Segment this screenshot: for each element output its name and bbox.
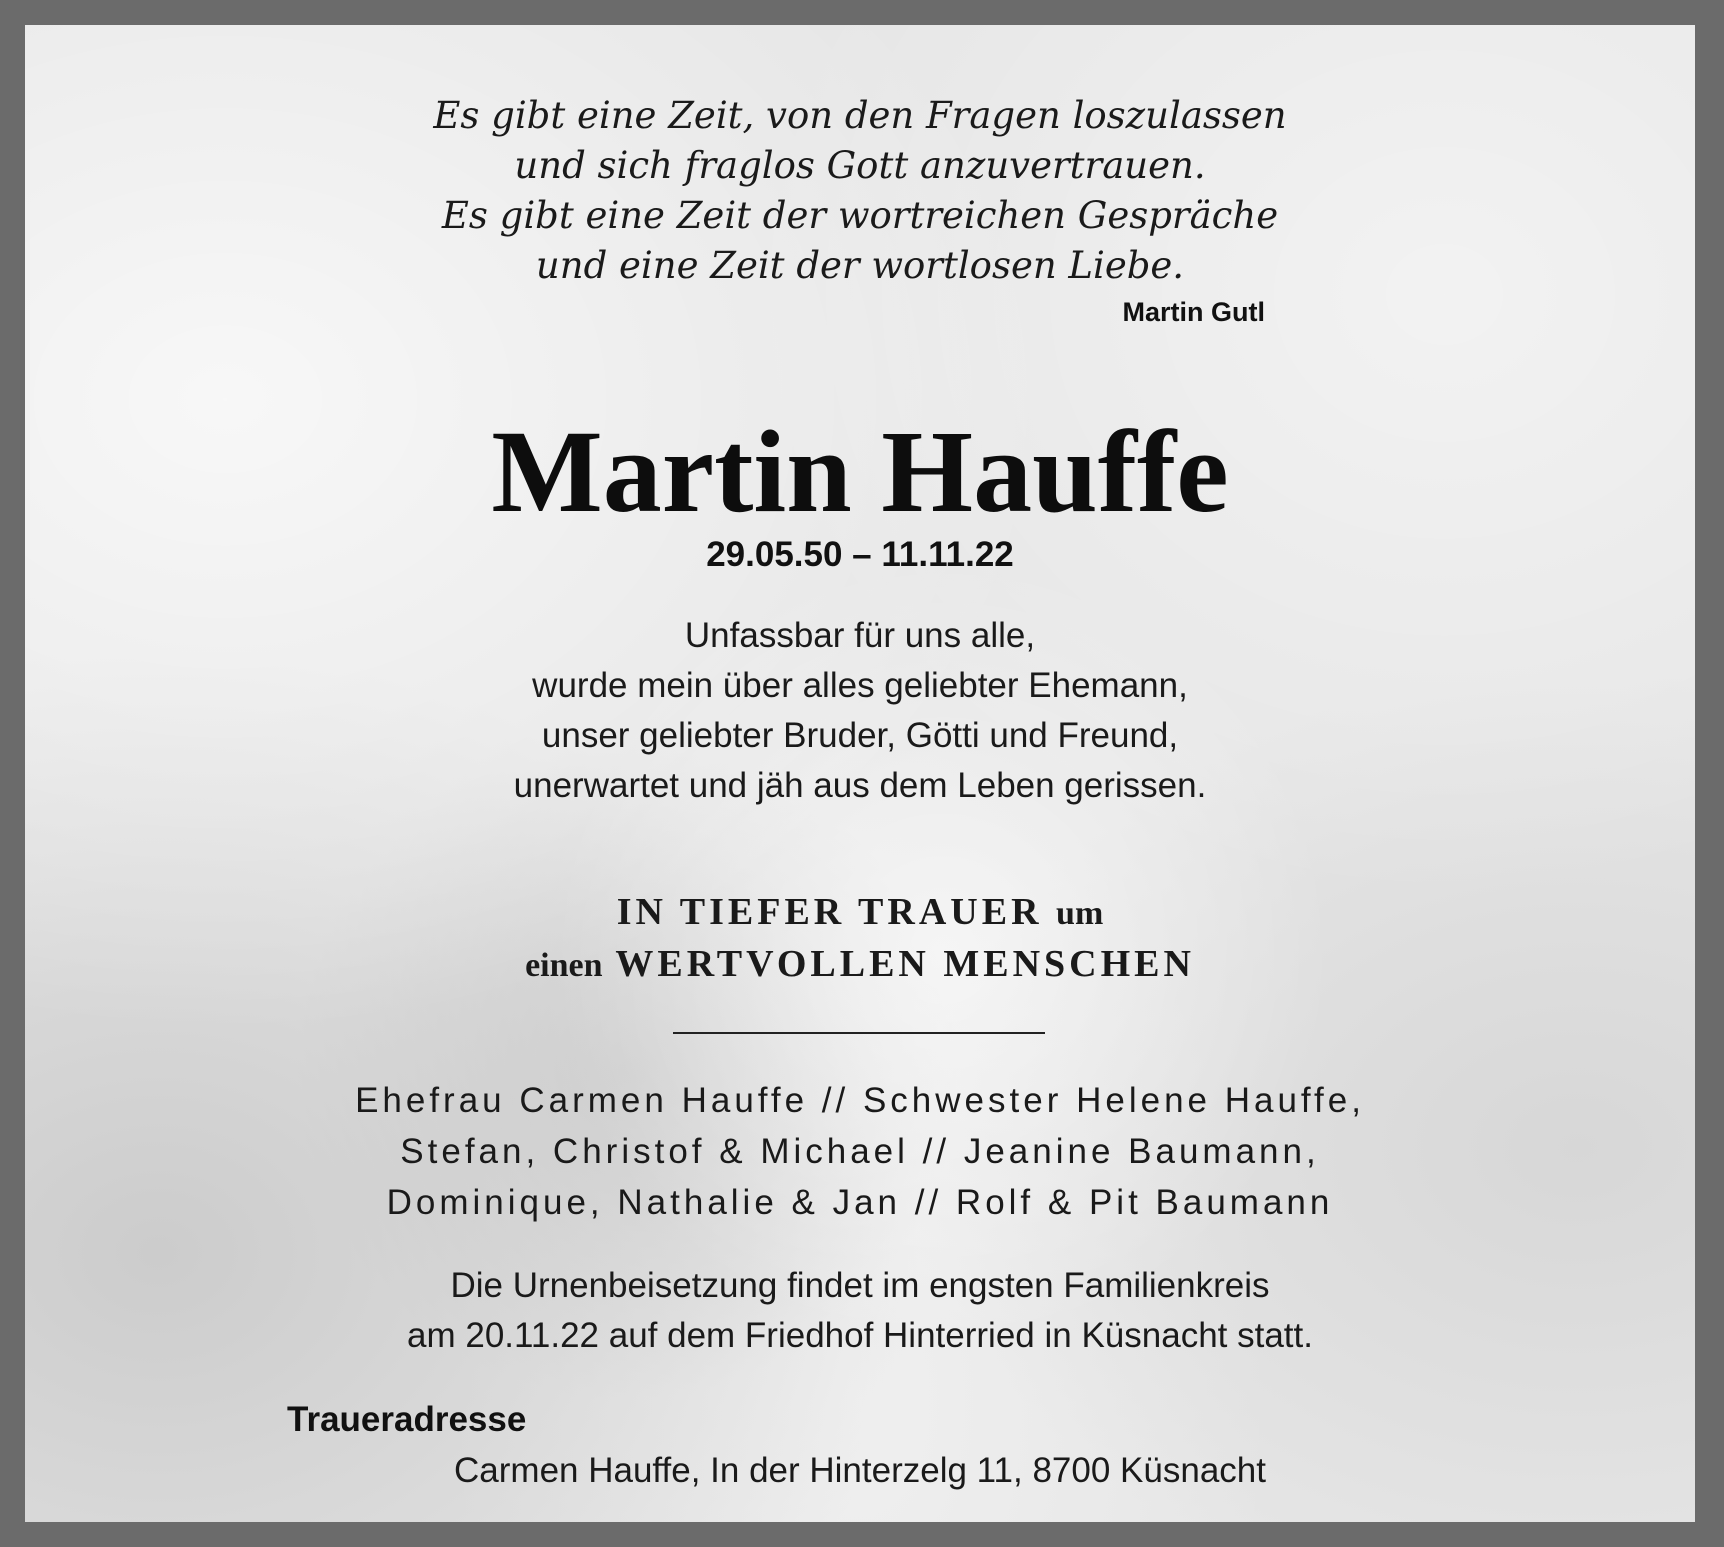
- poem: [25, 91, 1695, 291]
- life-dates: 29.05.50 – 11.11.22: [706, 535, 1014, 574]
- announcement-line: Unfassbar für uns alle,: [684, 616, 1036, 655]
- mourning-line-2: [25, 939, 1695, 991]
- mourning-line-1: [25, 887, 1695, 939]
- mourning-heading: [25, 887, 1695, 991]
- announcement-line: unser geliebter Bruder, Götti und Freund,: [541, 716, 1179, 755]
- family-line: Ehefrau Carmen Hauffe // Schwester Helene Hauffe,: [355, 1081, 1365, 1120]
- mourning-main-text: WERTVOLLEN MENSCHEN: [615, 943, 1195, 985]
- poem-author: Martin Gutl: [1122, 297, 1265, 327]
- obituary-card: [25, 25, 1695, 1522]
- announcement-line: wurde mein über alles geliebter Ehemann,: [532, 666, 1188, 705]
- address-text: Carmen Hauffe, In der Hinterzelg 11, 8700 Küsnacht: [454, 1451, 1266, 1490]
- poem-line: Es gibt eine Zeit der wortreichen Gespräche: [441, 194, 1279, 237]
- family-list: [25, 1075, 1695, 1228]
- mourning-small-text: um: [1056, 895, 1104, 932]
- funeral-line: am 20.11.22 auf dem Friedhof Hinterried in Küsnacht statt.: [407, 1316, 1313, 1355]
- funeral-notice: [25, 1261, 1695, 1361]
- deceased-name: Martin Hauffe: [491, 406, 1229, 537]
- poem-line: Es gibt eine Zeit, von den Fragen loszulassen: [433, 94, 1287, 137]
- address-title: Traueradresse: [287, 1400, 527, 1439]
- mourning-small-text: einen: [525, 947, 603, 984]
- funeral-line: Die Urnenbeisetzung findet im engsten Familienkreis: [450, 1266, 1270, 1305]
- family-line: Dominique, Nathalie & Jan // Rolf & Pit Baumann: [386, 1183, 1334, 1222]
- poem-line: und sich fraglos Gott anzuvertrauen.: [514, 144, 1206, 187]
- mourning-main-text: IN TIEFER TRAUER: [616, 891, 1043, 933]
- announcement-text: [25, 611, 1695, 811]
- divider-line: [673, 1032, 1045, 1034]
- family-line: Stefan, Christof & Michael // Jeanine Baumann,: [400, 1132, 1320, 1171]
- announcement-line: unerwartet und jäh aus dem Leben gerissen.: [513, 766, 1207, 805]
- poem-line: und eine Zeit der wortlosen Liebe.: [535, 244, 1185, 287]
